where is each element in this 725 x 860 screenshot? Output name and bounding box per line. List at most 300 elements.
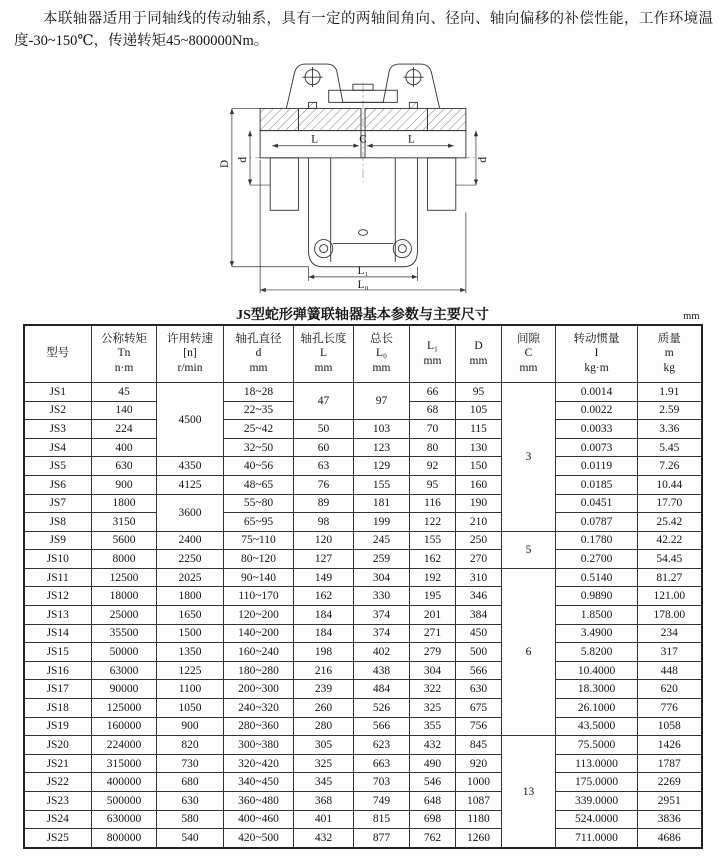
table-cell: 1350 — [157, 643, 224, 662]
table-cell: 45 — [92, 382, 157, 401]
table-cell: 68 — [410, 401, 456, 420]
table-row — [24, 717, 702, 736]
table-cell: 630 — [157, 792, 224, 811]
table-row — [24, 792, 702, 811]
table-cell: 711.0000 — [556, 829, 638, 848]
table-cell: 245 — [354, 531, 410, 550]
table-cell: 184 — [294, 624, 354, 643]
table-cell: 90~140 — [224, 568, 294, 587]
table-cell: 304 — [410, 661, 456, 680]
center-lines — [237, 83, 487, 182]
table-cell: 92 — [410, 457, 456, 476]
table-cell: 26.1000 — [556, 699, 638, 718]
table-cell: 675 — [456, 699, 502, 718]
table-cell: 305 — [294, 736, 354, 755]
table-cell: 5 — [502, 531, 556, 568]
column-header-gap: 间隙 C mm — [502, 325, 556, 383]
table-cell: 432 — [410, 736, 456, 755]
table-cell: 279 — [410, 643, 456, 662]
table-cell: JS18 — [24, 699, 92, 718]
table-cell: 346 — [456, 587, 502, 606]
table-cell: 75.5000 — [556, 736, 638, 755]
table-cell: JS14 — [24, 624, 92, 643]
table-cell: 70 — [410, 420, 456, 439]
table-cell: 920 — [456, 754, 502, 773]
table-cell: 175.0000 — [556, 773, 638, 792]
table-cell: 4125 — [157, 475, 224, 494]
table-cell: 5600 — [92, 531, 157, 550]
table-cell: 524.0000 — [556, 810, 638, 829]
coupling-diagram — [0, 59, 725, 300]
table-cell: 13 — [502, 736, 556, 848]
table-row — [24, 531, 702, 550]
table-cell: 18.3000 — [556, 680, 638, 699]
table-cell: 2951 — [638, 792, 702, 811]
table-cell: 325 — [294, 754, 354, 773]
table-row — [24, 810, 702, 829]
table-cell: 749 — [354, 792, 410, 811]
table-cell: 18~28 — [224, 382, 294, 401]
column-header-model: 型号 — [24, 325, 92, 383]
table-cell: 199 — [354, 513, 410, 532]
table-cell: JS2 — [24, 401, 92, 420]
table-cell: 50 — [294, 420, 354, 439]
table-cell: JS20 — [24, 736, 92, 755]
table-cell: 105 — [456, 401, 502, 420]
table-cell: 566 — [456, 661, 502, 680]
table-cell: 160000 — [92, 717, 157, 736]
table-cell: 4500 — [157, 382, 224, 456]
table-cell: 2269 — [638, 773, 702, 792]
table-row — [24, 513, 702, 532]
table-cell: 155 — [410, 531, 456, 550]
table-row — [24, 475, 702, 494]
table-cell: 3.36 — [638, 420, 702, 439]
table-cell: 80~120 — [224, 550, 294, 569]
table-cell: JS19 — [24, 717, 92, 736]
table-cell: 384 — [456, 606, 502, 625]
table-cell: 25~42 — [224, 420, 294, 439]
table-cell: 240~320 — [224, 699, 294, 718]
table-cell: 1087 — [456, 792, 502, 811]
table-cell: 4686 — [638, 829, 702, 848]
table-cell: 18000 — [92, 587, 157, 606]
table-cell: 845 — [456, 736, 502, 755]
table-cell: 250 — [456, 531, 502, 550]
table-cell: 374 — [354, 624, 410, 643]
table-cell: 140 — [92, 401, 157, 420]
table-title-row — [24, 304, 702, 322]
dim-label-L-left: L — [310, 133, 318, 146]
table-cell: JS15 — [24, 643, 92, 662]
table-cell: 155 — [354, 475, 410, 494]
table-cell: 623 — [354, 736, 410, 755]
table-cell: 756 — [456, 717, 502, 736]
table-cell: 703 — [354, 773, 410, 792]
column-header-d-outer: D mm — [456, 325, 502, 383]
table-cell: 63 — [294, 457, 354, 476]
table-cell: 55~80 — [224, 494, 294, 513]
table-cell: 0.0022 — [556, 401, 638, 420]
table-cell: JS7 — [24, 494, 92, 513]
table-cell: 66 — [410, 382, 456, 401]
table-cell: 63000 — [92, 661, 157, 680]
table-cell: 1180 — [456, 810, 502, 829]
table-cell: 116 — [410, 494, 456, 513]
dim-label-L-right: L — [407, 133, 415, 146]
table-row — [24, 382, 702, 401]
table-cell: 820 — [157, 736, 224, 755]
table-cell: 0.0185 — [556, 475, 638, 494]
table-cell: 95 — [410, 475, 456, 494]
table-cell: 216 — [294, 661, 354, 680]
table-cell: 10.44 — [638, 475, 702, 494]
table-cell: 178.00 — [638, 606, 702, 625]
table-cell: 32~50 — [224, 438, 294, 457]
table-cell: JS6 — [24, 475, 92, 494]
intro-paragraph: 本联轴器适用于同轴线的传动轴系，具有一定的两轴间角向、径向、轴向偏移的补偿性能，工作环境温度-30~150℃，传递转矩45~800000Nm。 — [14, 11, 713, 50]
table-cell: JS21 — [24, 754, 92, 773]
table-cell: 1787 — [638, 754, 702, 773]
table-cell: 180~280 — [224, 661, 294, 680]
table-cell: 25.42 — [638, 513, 702, 532]
table-cell: JS10 — [24, 550, 92, 569]
table-cell: 5.45 — [638, 438, 702, 457]
table-cell: 5.8200 — [556, 643, 638, 662]
table-cell: 149 — [294, 568, 354, 587]
table-cell: 224 — [92, 420, 157, 439]
table-cell: 1260 — [456, 829, 502, 848]
table-cell: 121.00 — [638, 587, 702, 606]
column-header-bore-len: 轴孔长度 L mm — [294, 325, 354, 383]
table-row — [24, 494, 702, 513]
table-cell: 0.0073 — [556, 438, 638, 457]
table-cell: 3150 — [92, 513, 157, 532]
table-cell: 776 — [638, 699, 702, 718]
table-cell: 1.91 — [638, 382, 702, 401]
dim-label-d-right: d — [476, 157, 489, 163]
dim-label-d-left: d — [236, 157, 249, 163]
column-header-speed: 许用转速 [n] r/min — [157, 325, 224, 383]
table-cell: 1058 — [638, 717, 702, 736]
table-cell: 113.0000 — [556, 754, 638, 773]
table-cell: 35500 — [92, 624, 157, 643]
table-cell: 8000 — [92, 550, 157, 569]
column-header-inertia: 转动惯量 I kg·m — [556, 325, 638, 383]
column-header-mass: 质量 m kg — [638, 325, 702, 383]
dim-label-C: C — [358, 133, 367, 146]
table-cell: 150 — [456, 457, 502, 476]
table-cell: 815 — [354, 810, 410, 829]
table-cell: 368 — [294, 792, 354, 811]
table-cell: 198 — [294, 643, 354, 662]
table-cell: JS22 — [24, 773, 92, 792]
table-cell: 1500 — [157, 624, 224, 643]
table-cell: 260 — [294, 699, 354, 718]
table-cell: 50000 — [92, 643, 157, 662]
dimension-labels — [218, 134, 488, 291]
table-cell: 566 — [354, 717, 410, 736]
table-cell: 0.0033 — [556, 420, 638, 439]
table-cell: 580 — [157, 810, 224, 829]
table-cell: 3.4900 — [556, 624, 638, 643]
table-cell: 122 — [410, 513, 456, 532]
dim-label-D: D — [218, 159, 231, 168]
table-row — [24, 587, 702, 606]
table-cell: 6 — [502, 568, 556, 735]
table-cell: 900 — [92, 475, 157, 494]
table-cell: 900 — [157, 717, 224, 736]
table-cell: 620 — [638, 680, 702, 699]
table-cell: 374 — [354, 606, 410, 625]
table-cell: 4350 — [157, 457, 224, 476]
table-cell: 402 — [354, 643, 410, 662]
table-cell: 129 — [354, 457, 410, 476]
table-cell: 420~500 — [224, 829, 294, 848]
table-cell: 125000 — [92, 699, 157, 718]
table-cell: 115 — [456, 420, 502, 439]
table-cell: 663 — [354, 754, 410, 773]
table-cell: JS3 — [24, 420, 92, 439]
table-cell: 271 — [410, 624, 456, 643]
table-cell: 22~35 — [224, 401, 294, 420]
table-row — [24, 568, 702, 587]
table-cell: 280 — [294, 717, 354, 736]
table-cell: 330 — [354, 587, 410, 606]
table-cell: 98 — [294, 513, 354, 532]
table-cell: 81.27 — [638, 568, 702, 587]
table-cell: 630 — [92, 457, 157, 476]
table-cell: 1800 — [92, 494, 157, 513]
table-cell: 0.0451 — [556, 494, 638, 513]
table-cell: 315000 — [92, 754, 157, 773]
table-cell: 89 — [294, 494, 354, 513]
table-cell: 162 — [294, 587, 354, 606]
table-cell: 1800 — [157, 587, 224, 606]
table-cell: 127 — [294, 550, 354, 569]
table-row — [24, 754, 702, 773]
table-row — [24, 661, 702, 680]
table-row — [24, 699, 702, 718]
table-cell: JS1 — [24, 382, 92, 401]
table-cell: 680 — [157, 773, 224, 792]
table-cell: 400~460 — [224, 810, 294, 829]
unit-note: mm — [683, 310, 700, 322]
table-cell: 1050 — [157, 699, 224, 718]
dim-label-L0: L₀ — [357, 278, 368, 291]
table-cell: JS9 — [24, 531, 92, 550]
table-cell: 1100 — [157, 680, 224, 699]
column-header-torque: 公称转矩 Tn n·m — [92, 325, 157, 383]
table-cell: 120~200 — [224, 606, 294, 625]
table-cell: 181 — [354, 494, 410, 513]
table-cell: 190 — [456, 494, 502, 513]
table-row — [24, 457, 702, 476]
table-cell: JS8 — [24, 513, 92, 532]
dim-label-L1: L₁ — [357, 264, 368, 277]
table-cell: 325 — [410, 699, 456, 718]
table-cell: 7.26 — [638, 457, 702, 476]
table-cell: 500000 — [92, 792, 157, 811]
table-cell: 123 — [354, 438, 410, 457]
table-cell: 40~56 — [224, 457, 294, 476]
table-cell: 317 — [638, 643, 702, 662]
table-cell: 75~110 — [224, 531, 294, 550]
table-cell: 310 — [456, 568, 502, 587]
table-cell: 762 — [410, 829, 456, 848]
table-cell: 401 — [294, 810, 354, 829]
table-cell: 160 — [456, 475, 502, 494]
table-cell: 0.0787 — [556, 513, 638, 532]
table-row — [24, 680, 702, 699]
table-cell: 42.22 — [638, 531, 702, 550]
table-cell: 345 — [294, 773, 354, 792]
table-cell: 400000 — [92, 773, 157, 792]
table-cell: 438 — [354, 661, 410, 680]
table-row — [24, 420, 702, 439]
table-cell: 730 — [157, 754, 224, 773]
table-cell: 360~480 — [224, 792, 294, 811]
table-cell: 80 — [410, 438, 456, 457]
table-cell: 630 — [456, 680, 502, 699]
table-cell: 432 — [294, 829, 354, 848]
table-cell: 0.9890 — [556, 587, 638, 606]
table-cell: 1000 — [456, 773, 502, 792]
table-cell: 490 — [410, 754, 456, 773]
table-cell: 3 — [502, 382, 556, 531]
table-cell: 546 — [410, 773, 456, 792]
table-cell: 800000 — [92, 829, 157, 848]
table-cell: 76 — [294, 475, 354, 494]
column-header-bore-dia: 轴孔直径 d mm — [224, 325, 294, 383]
table-cell: 526 — [354, 699, 410, 718]
table-cell: 54.45 — [638, 550, 702, 569]
table-cell: 648 — [410, 792, 456, 811]
table-cell: 12500 — [92, 568, 157, 587]
table-cell: 239 — [294, 680, 354, 699]
table-cell: 320~420 — [224, 754, 294, 773]
table-row — [24, 829, 702, 848]
table-cell: JS24 — [24, 810, 92, 829]
table-cell: JS4 — [24, 438, 92, 457]
spec-table — [23, 324, 703, 849]
table-cell: 698 — [410, 810, 456, 829]
table-cell: 339.0000 — [556, 792, 638, 811]
table-cell: JS12 — [24, 587, 92, 606]
table-cell: 97 — [354, 382, 410, 419]
table-cell: 120 — [294, 531, 354, 550]
table-cell: 2025 — [157, 568, 224, 587]
table-cell: 17.70 — [638, 494, 702, 513]
table-cell: 10.4000 — [556, 661, 638, 680]
table-cell: 110~170 — [224, 587, 294, 606]
table-cell: 25000 — [92, 606, 157, 625]
table-header-row — [24, 325, 702, 383]
table-row — [24, 606, 702, 625]
table-cell: 400 — [92, 438, 157, 457]
table-cell: 192 — [410, 568, 456, 587]
table-cell: 280~360 — [224, 717, 294, 736]
table-cell: JS11 — [24, 568, 92, 587]
table-cell: 3836 — [638, 810, 702, 829]
table-cell: 103 — [354, 420, 410, 439]
column-header-l1: L₁ mm — [410, 325, 456, 383]
table-row — [24, 550, 702, 569]
table-cell: 355 — [410, 717, 456, 736]
table-cell: JS17 — [24, 680, 92, 699]
table-cell: 340~450 — [224, 773, 294, 792]
table-row — [24, 624, 702, 643]
table-cell: 484 — [354, 680, 410, 699]
table-row — [24, 438, 702, 457]
table-cell: JS23 — [24, 792, 92, 811]
table-cell: 90000 — [92, 680, 157, 699]
table-cell: JS16 — [24, 661, 92, 680]
table-row — [24, 736, 702, 755]
table-cell: 304 — [354, 568, 410, 587]
table-cell: 130 — [456, 438, 502, 457]
table-cell: 162 — [410, 550, 456, 569]
table-cell: 48~65 — [224, 475, 294, 494]
table-cell: 0.0014 — [556, 382, 638, 401]
table-cell: 322 — [410, 680, 456, 699]
dimension-lines — [231, 108, 475, 293]
table-cell: 2400 — [157, 531, 224, 550]
table-cell: 160~240 — [224, 643, 294, 662]
table-cell: 300~380 — [224, 736, 294, 755]
table-row — [24, 773, 702, 792]
table-cell: 60 — [294, 438, 354, 457]
table-cell: 630000 — [92, 810, 157, 829]
table-cell: 500 — [456, 643, 502, 662]
table-cell: JS5 — [24, 457, 92, 476]
table-cell: 95 — [456, 382, 502, 401]
table-cell: 195 — [410, 587, 456, 606]
table-cell: 450 — [456, 624, 502, 643]
table-cell: JS13 — [24, 606, 92, 625]
table-row — [24, 643, 702, 662]
table-cell: 448 — [638, 661, 702, 680]
table-cell: 1225 — [157, 661, 224, 680]
table-cell: 234 — [638, 624, 702, 643]
table-cell: 43.5000 — [556, 717, 638, 736]
table-cell: 1426 — [638, 736, 702, 755]
table-cell: 2.59 — [638, 401, 702, 420]
table-cell: 201 — [410, 606, 456, 625]
table-cell: 210 — [456, 513, 502, 532]
table-title: JS型蛇形弹簧联轴器基本参数与主要尺寸 — [236, 307, 489, 323]
table-cell: 224000 — [92, 736, 157, 755]
table-cell: 65~95 — [224, 513, 294, 532]
table-cell: 259 — [354, 550, 410, 569]
coupling-drawing — [213, 59, 513, 295]
table-cell: 540 — [157, 829, 224, 848]
table-cell: JS25 — [24, 829, 92, 848]
table-cell: 47 — [294, 382, 354, 419]
table-cell: 3600 — [157, 494, 224, 531]
table-cell: 1.8500 — [556, 606, 638, 625]
table-cell: 0.1780 — [556, 531, 638, 550]
column-header-total-len: 总长 L₀ mm — [354, 325, 410, 383]
table-cell: 0.2700 — [556, 550, 638, 569]
table-cell: 140~200 — [224, 624, 294, 643]
table-cell: 0.5140 — [556, 568, 638, 587]
table-cell: 270 — [456, 550, 502, 569]
table-cell: 2250 — [157, 550, 224, 569]
table-cell: 877 — [354, 829, 410, 848]
table-cell: 200~300 — [224, 680, 294, 699]
table-cell: 1650 — [157, 606, 224, 625]
